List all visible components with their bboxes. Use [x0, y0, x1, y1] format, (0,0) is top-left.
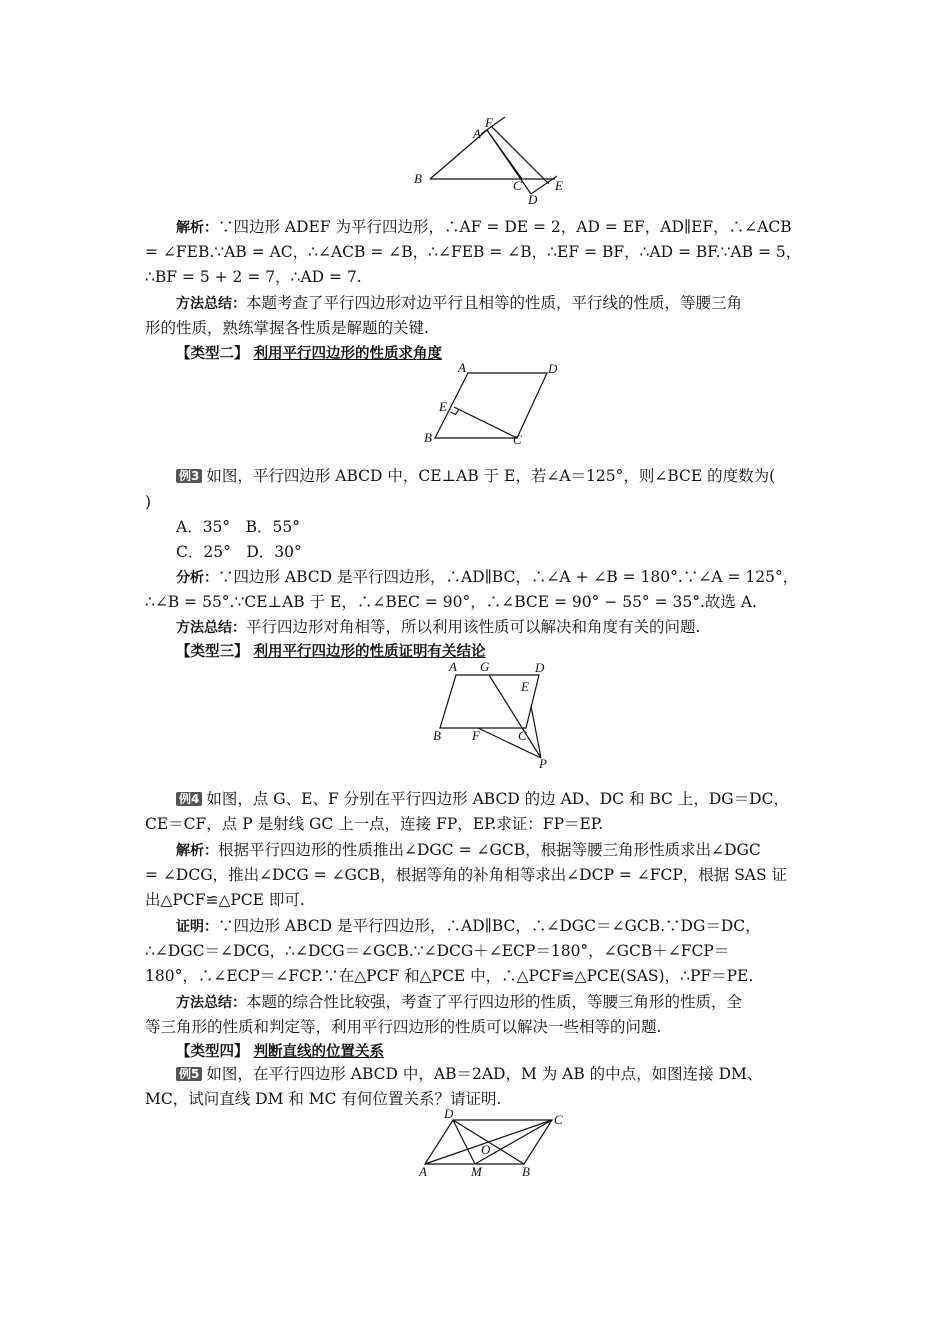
type2-title: 利用平行四边形的性质求角度: [253, 346, 443, 362]
ex4-question-text-1: 如图，点 G、E、F 分别在平行四边形 ABCD 的边 AD、DC 和 BC 上，DG＝DC，: [206, 790, 789, 808]
ex3-analysis-line-1: [176, 565, 810, 590]
ex4-proof-text-1: ∵四边形 ABCD 是平行四边形，∴AD∥BC，∴∠DGC＝∠GCB.∵DG＝DC，: [218, 917, 761, 935]
figure-2: [420, 360, 570, 452]
figure-1: [405, 112, 585, 208]
fig1-label-f: F: [485, 115, 493, 130]
fig4-label-o: O: [481, 1142, 491, 1157]
fig4-label-m: M: [471, 1164, 482, 1179]
ex2-analysis-line-1: [176, 215, 810, 240]
ex3-method-line-1: [176, 615, 810, 640]
ex4-method-line-1: [176, 990, 810, 1015]
ex5-question-line-2: MC，试问直线 DM 和 MC 有何位置关系？请证明.: [145, 1090, 502, 1108]
ex2-analysis-line-2: = ∠FEB.∵AB = AC，∴∠ACB = ∠B，∴∠FEB = ∠B，∴EF = BF，∴AD = BF.∵AB = 5，: [145, 243, 802, 261]
ex3-question-text-1: 如图，平行四边形 ABCD 中，CE⊥AB 于 E，若∠A＝125°，则∠BCE 的度数为(: [206, 467, 776, 485]
ex2-method-line-2: 形的性质，熟练掌握各性质是解题的关键.: [145, 319, 429, 337]
fig4-label-b: B: [522, 1164, 530, 1179]
figure-4: [415, 1105, 575, 1183]
ex2-analysis-label: 解析：: [176, 220, 218, 236]
figure-1-svg: [405, 112, 585, 208]
ex4-analysis-line-3: 出△PCF≌△PCE 即可.: [145, 891, 305, 909]
ex3-question-line-2: ): [145, 493, 152, 511]
ex3-badge: 例3: [176, 469, 202, 483]
ex4-method-text-1: 本题的综合性比较强，考查了平行四边形的性质，等腰三角形的性质，全: [246, 993, 743, 1011]
fig3-label-p: P: [539, 756, 547, 771]
type2-bracket: 【类型二】: [176, 346, 249, 362]
type4-bracket: 【类型四】: [176, 1044, 249, 1060]
ex4-method-line-2: 等三角形的性质和判定等，利用平行四边形的性质可以解决一些相等的问题.: [145, 1018, 662, 1036]
ex3-analysis-line-2: ∴∠B = 55°.∵CE⊥AB 于 E，∴∠BEC = 90°，∴∠BCE = 90° − 55° = 35°.故选 A.: [145, 593, 757, 611]
figure-3: [425, 658, 565, 773]
fig2-label-a: A: [458, 360, 466, 375]
fig4-label-d: D: [444, 1106, 454, 1121]
fig4-label-a: A: [419, 1164, 427, 1179]
type3-title: 利用平行四边形的性质证明有关结论: [253, 644, 486, 660]
type3-bracket: 【类型三】: [176, 644, 249, 660]
ex4-analysis-line-2: = ∠DCG，推出∠DCG = ∠GCB，根据等角的补角相等求出∠DCP = ∠FCP，根据 SAS 证: [145, 866, 788, 884]
figure-4-svg: [415, 1105, 575, 1183]
fig1-label-b: B: [414, 171, 422, 186]
fig3-label-c: C: [518, 728, 527, 743]
ex3-analysis-label: 分析：: [176, 570, 218, 586]
ex2-analysis-text-1: ∵四边形 ADEF 为平行四边形，∴AF = DE = 2，AD = EF，AD∥EF，∴∠ACB: [218, 218, 792, 236]
ex4-badge: 例4: [176, 792, 202, 806]
fig1-label-c: C: [513, 178, 522, 193]
ex5-question-text-1: 如图，在平行四边形 ABCD 中，AB＝2AD，M 为 AB 的中点，如图连接 DM、: [206, 1065, 763, 1083]
line-ec: [454, 407, 517, 438]
ex4-analysis-line-1: [176, 838, 810, 863]
ex2-method-text-1: 本题考查了平行四边形对边平行且相等的性质，平行线的性质，等腰三角: [246, 294, 743, 312]
type4-heading: [176, 1040, 810, 1064]
ex4-proof-label: 证明：: [176, 919, 218, 935]
ex2-analysis-line-3: ∴BF = 5 + 2 = 7，∴AD = 7.: [145, 268, 362, 286]
ex4-proof-line-3: 180°，∴∠ECP＝∠FCP.∵在△PCF 和△PCE 中，∴△PCF≌△PCE(SAS)，∴PF＝PE.: [145, 967, 754, 985]
ex5-question-line-1: [176, 1062, 810, 1086]
ex5-badge: 例5: [176, 1067, 202, 1081]
type4-title: 判断直线的位置关系: [253, 1044, 385, 1060]
fig1-label-e: E: [555, 178, 563, 193]
fig4-label-c: C: [554, 1112, 563, 1127]
fig2-label-c: C: [513, 432, 522, 447]
fig3-label-d: D: [535, 660, 545, 675]
fig2-label-d: D: [548, 361, 558, 376]
ex3-analysis-text-1: ∵四边形 ABCD 是平行四边形，∴AD∥BC，∴∠A + ∠B = 180°.∵∠A = 125°，: [218, 568, 799, 586]
fig3-label-g: G: [480, 659, 490, 674]
ex3-options-ab: A．35° B．55°: [176, 518, 301, 536]
fig2-label-e: E: [439, 399, 447, 414]
ex2-method-label: 方法总结：: [176, 296, 246, 312]
ex3-method-label: 方法总结：: [176, 620, 246, 636]
ex4-question-line-2: CE＝CF，点 P 是射线 GC 上一点，连接 FP，EP.求证：FP＝EP.: [145, 815, 604, 833]
fig3-label-e: E: [521, 679, 529, 694]
figure-2-svg: [420, 360, 570, 452]
ex4-analysis-label: 解析：: [176, 843, 218, 859]
fig2-label-b: B: [424, 430, 432, 445]
fig3-label-a: A: [449, 659, 457, 674]
ex3-options-cd: C．25° D．30°: [176, 543, 302, 561]
ex4-method-label: 方法总结：: [176, 995, 246, 1011]
figure-3-svg: [425, 658, 565, 773]
ex4-question-line-1: [176, 787, 810, 811]
right-angle-mark: [451, 410, 459, 415]
fig1-label-d: D: [528, 192, 538, 207]
ex2-method-line-1: [176, 291, 810, 316]
line-ad: [487, 130, 531, 194]
ex4-proof-line-2: ∴∠DGC＝∠DCG，∴∠DCG＝∠GCB.∵∠DCG＋∠ECP＝180°，∠GCB＋∠FCP＝: [145, 942, 730, 960]
ex3-question-line-1: [176, 464, 810, 488]
fig3-label-b: B: [433, 728, 441, 743]
ex3-method-text-1: 平行四边形对角相等，所以利用该性质可以解决和角度有关的问题.: [246, 618, 701, 636]
fig1-label-a: A: [473, 126, 481, 141]
parallelogram-abcd: [435, 373, 547, 438]
ex4-proof-line-1: [176, 914, 810, 939]
ex4-analysis-text-1: 根据平行四边形的性质推出∠DGC = ∠GCB，根据等腰三角形性质求出∠DGC: [218, 841, 761, 859]
fig3-label-f: F: [472, 728, 480, 743]
